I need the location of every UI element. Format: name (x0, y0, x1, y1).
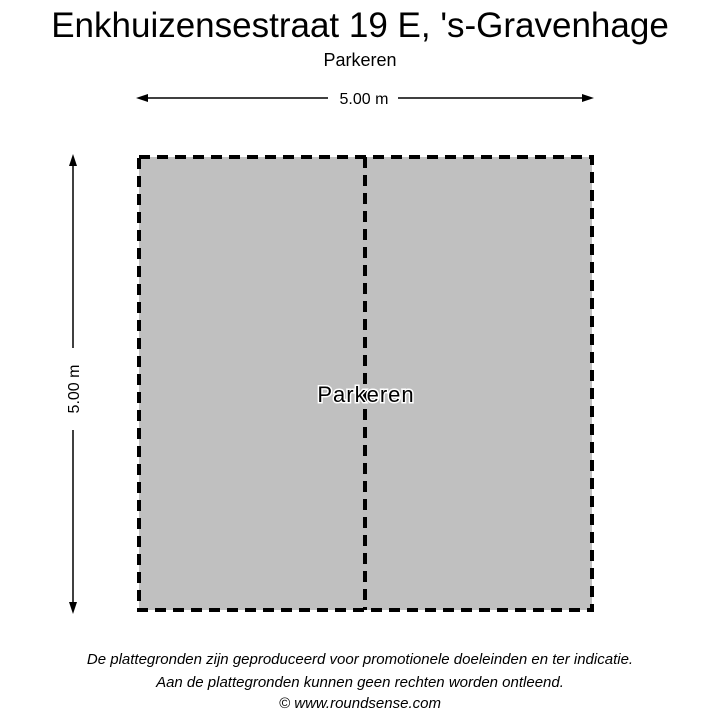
disclaimer-line-2: Aan de plattegronden kunnen geen rechten worden ontleend. (156, 674, 564, 691)
copyright-line: © www.roundsense.com (279, 695, 441, 712)
arrow-up-icon (69, 154, 77, 166)
arrow-right-icon (582, 94, 594, 102)
arrow-down-icon (69, 602, 77, 614)
page-title: Enkhuizensestraat 19 E, 's-Gravenhage (51, 6, 669, 45)
height-dimension-label: 5.00 m (66, 364, 83, 414)
width-dimension (136, 91, 594, 108)
page-subtitle: Parkeren (323, 50, 397, 70)
arrow-left-icon (136, 94, 148, 102)
width-dimension-label: 5.00 m (339, 91, 389, 108)
disclaimer-line-1: De plattegronden zijn geproduceerd voor promotionele doeleinden en ter indicatie. (86, 651, 634, 668)
height-dimension (66, 154, 83, 614)
room-label: Parkeren (317, 382, 415, 407)
